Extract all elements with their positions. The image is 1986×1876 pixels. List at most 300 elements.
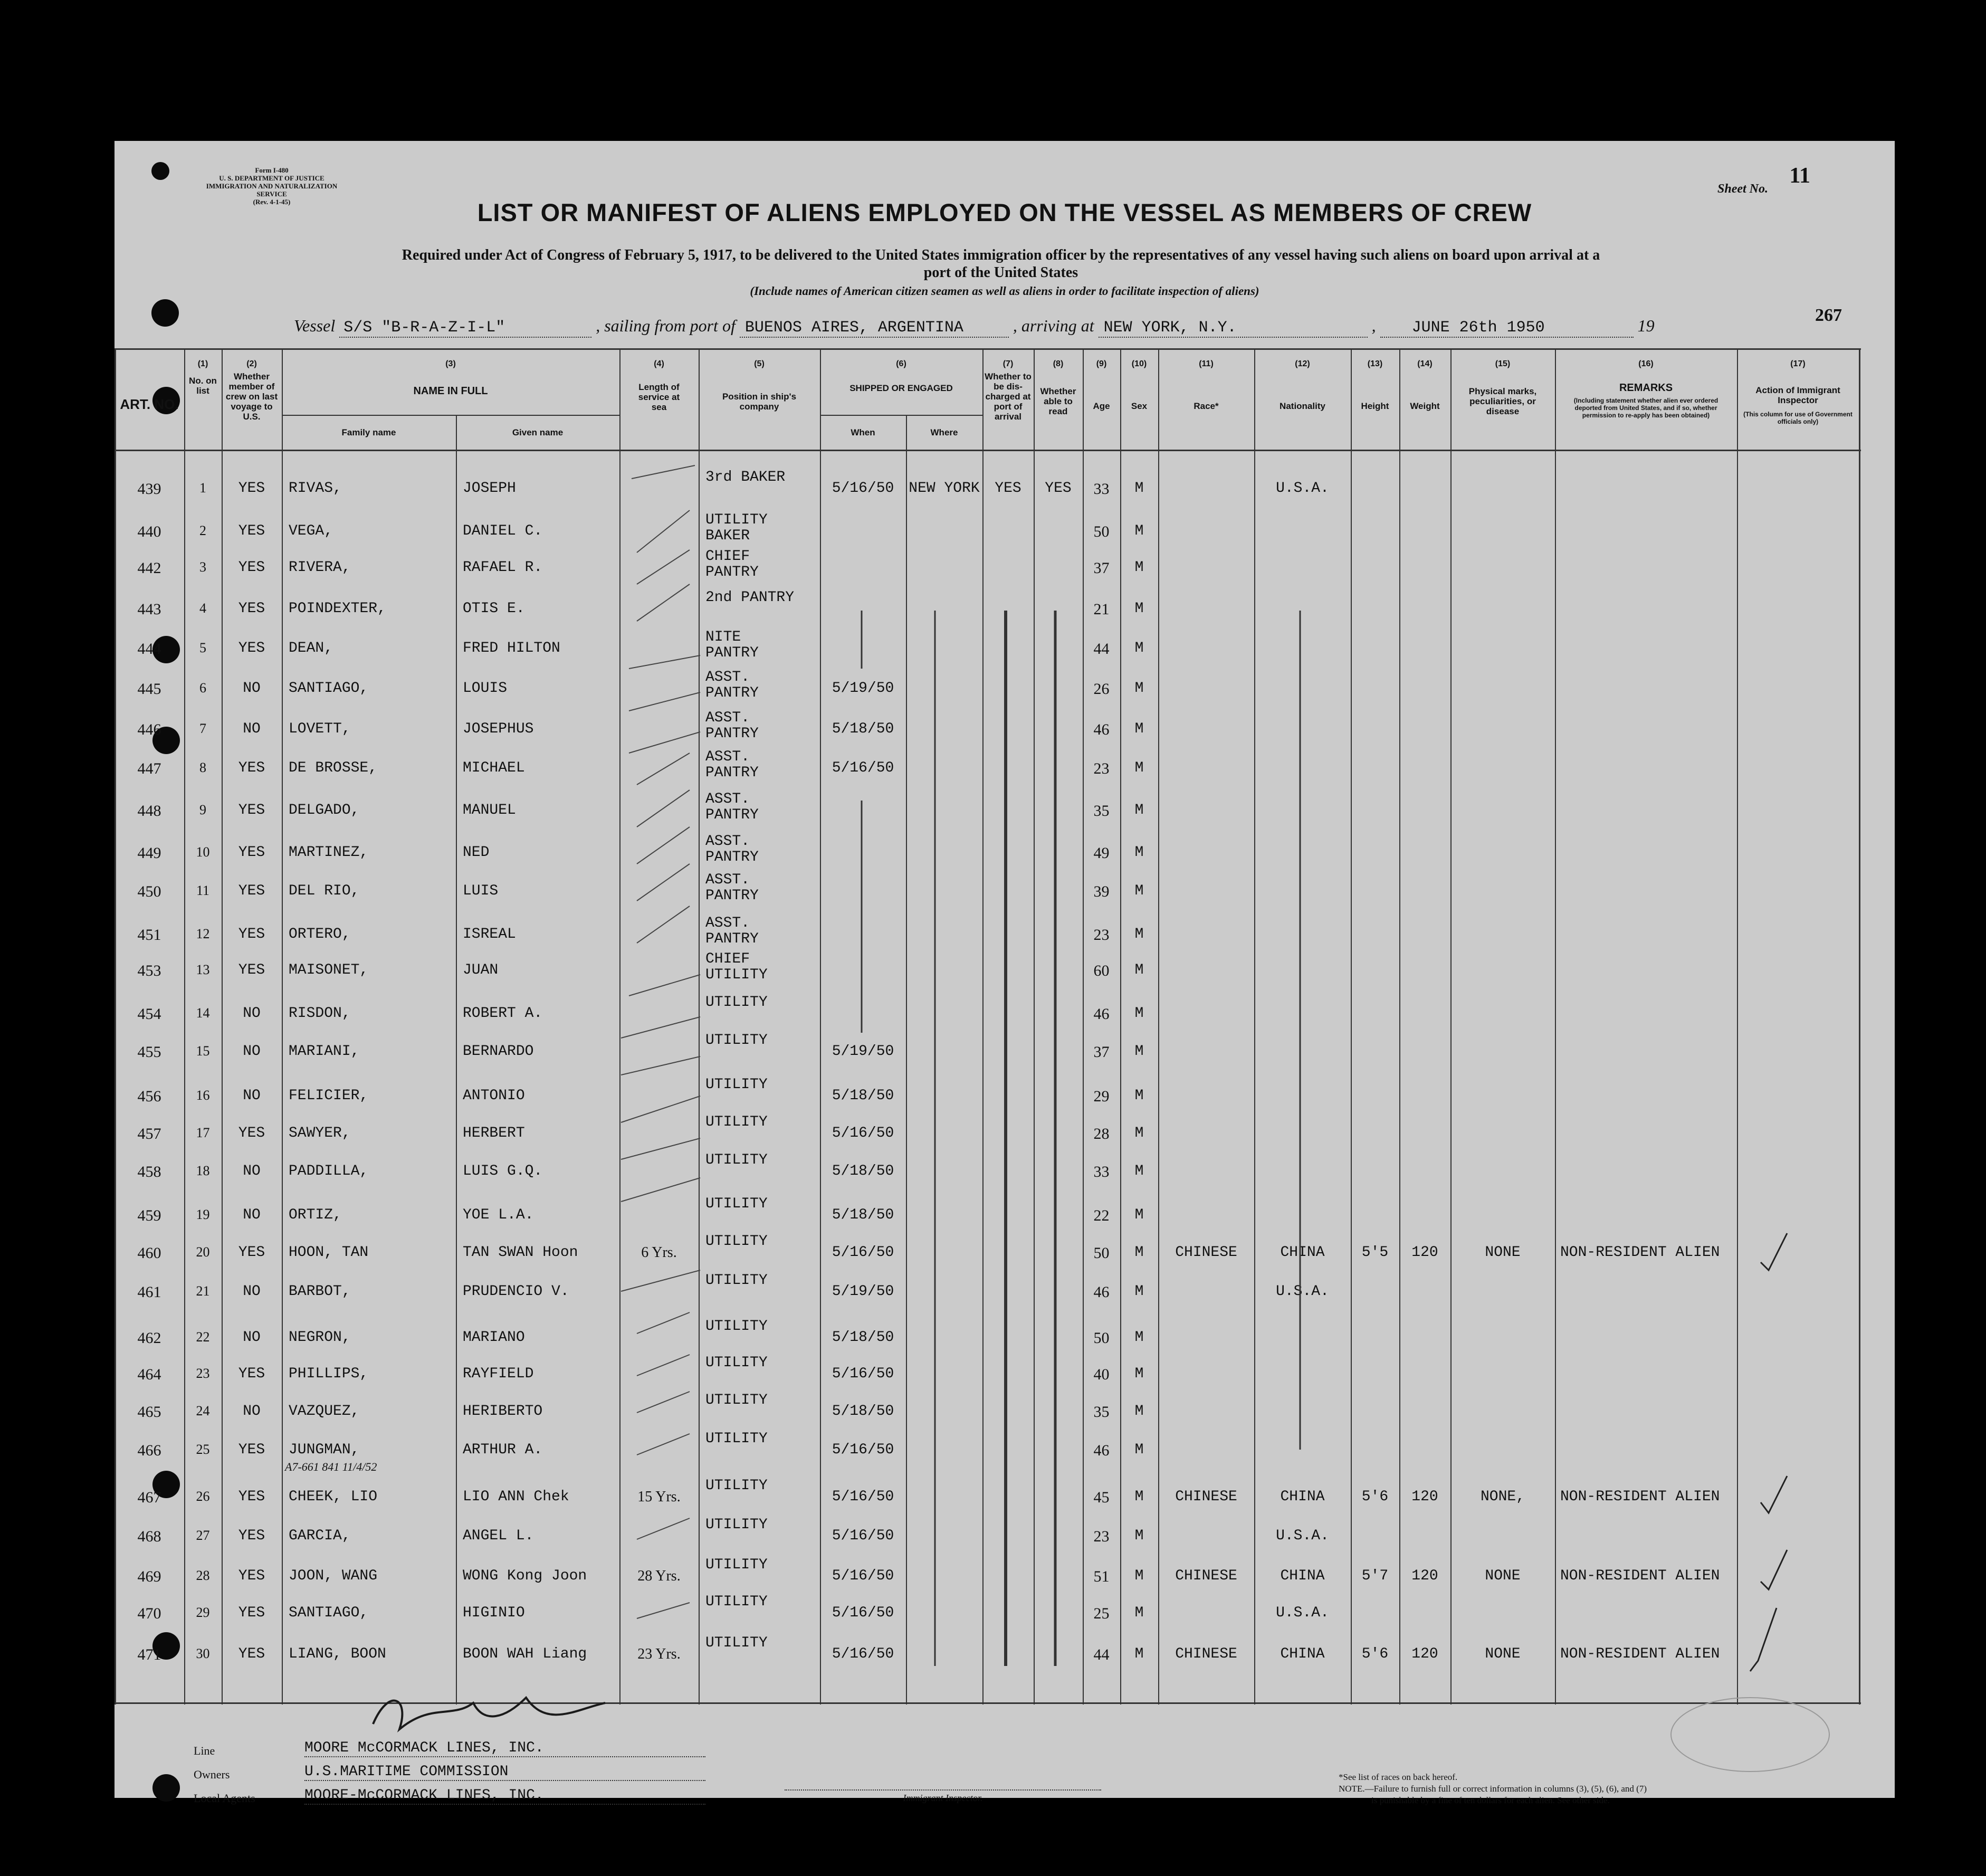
weight-cell: 120 [1411,1489,1438,1505]
given-name-cell: NED [463,844,490,861]
age-cell: 37 [1093,1043,1110,1061]
sex-cell: M [1134,523,1144,539]
race-cell: CHINESE [1175,1646,1237,1662]
previous-voyage-cell: YES [238,1489,265,1505]
previous-voyage-cell: NO [243,1207,261,1223]
service-length-cell: 23 Yrs. [637,1646,681,1662]
list-no-cell: 26 [196,1489,210,1504]
sex-cell: M [1134,1528,1144,1544]
list-no-cell: 25 [196,1442,210,1457]
header-race: Race* [1193,401,1219,411]
header-col15-num: (15) [1495,359,1511,368]
inspector-label: Immigrant Inspector. [903,1793,983,1803]
header-no-on-list: No. on list [189,376,217,396]
position-cell: NITE PANTRY [705,630,759,661]
slash-mark [621,1096,700,1122]
position-cell: ASST. PANTRY [705,792,759,823]
height-cell: 5'5 [1361,1244,1389,1261]
age-cell: 21 [1093,601,1110,618]
slash-mark [637,753,690,785]
given-name-cell: DANIEL C. [463,523,543,539]
previous-voyage-cell: YES [238,1568,265,1584]
previous-voyage-cell: YES [238,926,265,942]
weight-cell: 120 [1411,1244,1438,1261]
age-cell: 35 [1093,1403,1110,1421]
shipped-when-cell: 5/16/50 [832,1244,894,1261]
given-name-cell: TAN SWAN Hoon [463,1244,578,1261]
slash-mark [637,1518,690,1539]
given-name-cell: BOON WAH Liang [463,1646,587,1662]
given-name-cell: LIO ANN Chek [463,1489,569,1505]
header-inspector-action: Action of Immigrant Inspector [1755,385,1840,405]
header-age: Age [1093,401,1110,411]
previous-voyage-cell: YES [238,883,265,899]
shipped-when-cell: 5/18/50 [832,1403,894,1420]
given-name-cell: RAYFIELD [463,1366,534,1382]
given-name-cell: ROBERT A. [463,1005,543,1022]
height-cell: 5'7 [1361,1568,1389,1584]
previous-voyage-cell: YES [238,523,265,539]
header-inspector-note: (This column for use of Government officials only) [1743,411,1853,425]
list-no-cell: 6 [199,680,206,696]
header-remarks: REMARKS [1619,382,1673,394]
list-no-cell: 28 [196,1568,210,1583]
given-name-cell: OTIS E. [463,601,525,617]
age-cell: 25 [1093,1605,1110,1622]
given-name-cell: FRED HILTON [463,640,560,656]
given-name-cell: HERIBERTO [463,1403,543,1420]
given-name-cell: JOSEPHUS [463,721,534,737]
subtitle-line-1: Required under Act of Congress of February 5, 1917, to be delivered to the United States immigration officer by the representatives of any vessel having such aliens on board upon arrival at a [402,247,1600,263]
subtitle-line-2: port of the United States [923,264,1078,281]
position-cell: ASST. PANTRY [705,834,759,865]
family-name-cell: DEL RIO, [289,883,360,899]
given-name-cell: WONG Kong Joon [463,1568,587,1584]
header-col1-num: (1) [197,359,208,368]
position-cell: UTILITY [705,1557,768,1573]
art-no-cell: 446 [137,721,161,738]
family-name-cell: SAWYER, [289,1125,351,1141]
given-name-cell: HERBERT [463,1125,525,1141]
sheet-number: 11 [1789,164,1810,188]
list-no-cell: 13 [196,962,210,977]
sex-cell: M [1134,1329,1144,1346]
age-cell: 46 [1093,1283,1110,1301]
arriving-label: , arriving at [1013,316,1094,335]
slash-mark [637,1434,690,1455]
race-cell: CHINESE [1175,1244,1237,1261]
previous-voyage-cell: YES [238,962,265,978]
previous-voyage-cell: YES [238,844,265,861]
form-id: Form I-480 [255,166,289,174]
slash-mark [629,655,700,669]
shipped-when-cell: 5/18/50 [832,721,894,737]
height-cell: 5'6 [1361,1489,1389,1505]
sex-cell: M [1134,640,1144,656]
previous-voyage-cell: YES [238,1646,265,1662]
sex-cell: M [1134,1043,1144,1060]
age-cell: 46 [1093,1005,1110,1023]
slash-mark [637,1392,690,1413]
footer-note-1: NOTE.—Failure to furnish full or correct information in columns (3), (5), (6), and (7) [1339,1784,1647,1794]
service-slashes [621,465,700,1618]
list-no-cell: 17 [196,1125,210,1140]
faint-stamp [1671,1698,1829,1772]
sex-cell: M [1134,844,1144,861]
previous-voyage-cell: NO [243,1088,261,1104]
age-cell: 45 [1093,1489,1110,1506]
shipped-when-cell: 5/18/50 [832,1088,894,1104]
manifest-document [114,141,1895,1805]
sex-cell: M [1134,1244,1144,1261]
header-able-to-read: Whether able to read [1040,386,1076,416]
art-no-cell: 449 [137,844,161,862]
position-cell: ASST. PANTRY [705,670,759,701]
check-mark [1750,1608,1777,1671]
slash-mark [621,1270,700,1291]
art-no-cell: 461 [137,1283,161,1301]
position-cell: ASST. PANTRY [705,916,759,947]
sex-cell: M [1134,1442,1144,1458]
position-cell: 3rd BAKER [705,470,786,485]
ditto-lines [862,611,1300,1666]
vessel-line: Vessel S/S "B-R-A-Z-I-L" , sailing from port of BUENOS AIRES, ARGENTINA , arriving at NEW YORK, N.Y. , JUNE 26th 1950 19 [294,316,1655,337]
list-no-cell: 11 [196,883,210,898]
sex-cell: M [1134,680,1144,697]
sex-cell: M [1134,1125,1144,1141]
slash-mark [637,864,690,901]
previous-voyage-cell: YES [238,760,265,776]
slash-mark [629,732,700,753]
family-name-cell: FELICIER, [289,1088,369,1104]
art-no-cell: 444 [137,640,161,658]
given-name-cell: PRUDENCIO V. [463,1283,569,1300]
family-name-cell: MAISONET, [289,962,369,978]
footer-note-races: *See list of races on back hereof. [1339,1772,1458,1782]
list-no-cell: 27 [196,1528,210,1543]
position-cell: UTILITY [705,1273,768,1289]
subtitle-instruction: (Include names of American citizen seamen as well as aliens in order to facilitate inspection of aliens) [750,284,1259,298]
able-to-read-cell: YES [1045,480,1072,497]
list-no-cell: 16 [196,1088,210,1103]
art-no-cell: 462 [137,1329,161,1347]
given-name-cell: LUIS G.Q. [463,1163,543,1179]
position-cell: UTILITY [705,1033,768,1049]
sex-cell: M [1134,1005,1144,1022]
family-name-cell: NEGRON, [289,1329,351,1346]
previous-voyage-cell: NO [243,721,261,737]
physical-marks-cell: NONE [1485,1244,1521,1261]
given-name-cell: MICHAEL [463,760,525,776]
family-name-cell: GARCIA, [289,1528,351,1544]
position-cell: UTILITY [705,1196,768,1212]
slash-mark [621,1138,700,1159]
list-no-cell: 24 [196,1403,210,1418]
list-no-cell: 2 [199,523,206,538]
age-cell: 28 [1093,1125,1110,1142]
family-name-cell: DELGADO, [289,802,360,818]
position-cell: UTILITY [705,1431,768,1447]
previous-voyage-cell: NO [243,1043,261,1060]
arrival-date: JUNE 26th 1950 [1380,319,1634,338]
art-no-cell: 440 [137,523,161,540]
nationality-cell: CHINA [1280,1244,1325,1261]
list-no-cell: 3 [199,559,206,575]
slash-mark [621,1178,700,1202]
previous-voyage-cell: YES [238,1366,265,1382]
sex-cell: M [1134,1605,1144,1621]
art-no-cell: 460 [137,1244,161,1262]
given-name-cell: MARIANO [463,1329,525,1346]
header-col6-num: (6) [896,359,906,368]
header-where: Where [930,427,958,437]
nationality-cell: U.S.A. [1276,1283,1329,1300]
header-col14-num: (14) [1417,359,1433,368]
shipped-where-cell: NEW YORK [909,480,980,497]
sex-cell: M [1134,883,1144,899]
previous-voyage-cell: NO [243,1283,261,1300]
age-cell: 51 [1093,1568,1110,1585]
nationality-cell: CHINA [1280,1568,1325,1584]
arrival-port: NEW YORK, N.Y. [1099,319,1368,338]
footer-agents-value: MOORE-McCORMACK LINES, INC. [304,1787,705,1805]
service-length-cell: 15 Yrs. [637,1489,681,1505]
given-name-cell: JUAN [463,962,499,978]
given-name-cell: ANGEL L. [463,1528,534,1544]
slash-mark [632,465,695,479]
vessel-label: Vessel [294,316,336,335]
given-name-cell: LUIS [463,883,499,899]
list-no-cell: 14 [196,1005,210,1021]
header-col7-num: (7) [1002,359,1014,368]
age-cell: 50 [1093,1244,1110,1262]
given-name-cell: HIGINIO [463,1605,525,1621]
slash-mark [637,550,690,584]
shipped-when-cell: 5/19/50 [832,1043,894,1060]
family-name-cell: POINDEXTER, [289,601,386,617]
position-cell: ASST. PANTRY [705,872,759,904]
header-col13-num: (13) [1367,359,1383,368]
list-no-cell: 22 [196,1329,210,1345]
art-no-cell: 465 [137,1403,161,1421]
slash-mark [629,692,700,711]
header-given-name: Given name [512,427,564,437]
list-no-cell: 30 [196,1646,210,1661]
nationality-cell: U.S.A. [1276,1528,1329,1544]
family-name-cell: BARBOT, [289,1283,351,1300]
signature [373,1698,605,1729]
remarks-cell: NON-RESIDENT ALIEN [1560,1244,1720,1261]
check-mark [1761,1233,1787,1270]
shipped-when-cell: 5/16/50 [832,1489,894,1505]
age-cell: 46 [1093,1442,1110,1459]
slash-mark [629,975,700,996]
header-art-no: ART. NO. [120,396,179,412]
age-cell: 44 [1093,640,1110,658]
age-cell: 26 [1093,680,1110,698]
shipped-when-cell: 5/18/50 [832,1329,894,1346]
family-name-cell: DE BROSSE, [289,760,378,776]
header-col12-num: (12) [1295,359,1310,368]
family-name-cell: VEGA, [289,523,333,539]
age-cell: 37 [1093,559,1110,577]
nationality-cell: CHINA [1280,1489,1325,1505]
art-no-cell: 439 [137,480,161,498]
shipped-when-cell: 5/16/50 [832,1442,894,1458]
family-name-cell: ORTERO, [289,926,351,942]
shipped-when-cell: 5/16/50 [832,760,894,776]
art-no-cell: 442 [137,559,161,577]
sheet-label: Sheet No. [1717,182,1768,196]
race-cell: CHINESE [1175,1489,1237,1505]
previous-voyage-cell: YES [238,601,265,617]
art-no-cell: 456 [137,1088,161,1105]
age-cell: 46 [1093,721,1110,738]
art-no-cell: 470 [137,1605,161,1622]
header-col4-num: (4) [654,359,664,368]
previous-voyage-cell: NO [243,680,261,697]
sailing-label: , sailing from port of [596,316,736,335]
sex-cell: M [1134,802,1144,818]
family-name-cell: SANTIAGO, [289,1605,369,1621]
family-name-cell: MARTINEZ, [289,844,369,861]
position-cell: UTILITY [705,1478,768,1494]
art-no-cell: 467 [137,1489,161,1506]
art-no-cell: 450 [137,883,161,900]
position-cell: 2nd PANTRY [705,590,795,606]
list-no-cell: 23 [196,1366,210,1381]
document-title: LIST OR MANIFEST OF ALIENS EMPLOYED ON THE VESSEL AS MEMBERS OF CREW [477,198,1532,226]
slash-mark [637,790,690,827]
slash-mark [637,1603,690,1618]
list-no-cell: 29 [196,1605,210,1620]
family-name-cell: LIANG, BOON [289,1646,386,1662]
sex-cell: M [1134,1366,1144,1382]
given-name-cell: ARTHUR A. [463,1442,543,1458]
position-cell: CHIEF UTILITY [705,951,768,983]
list-no-cell: 5 [199,640,206,655]
list-no-cell: 12 [196,926,210,941]
family-name-cell: RIVAS, [289,480,342,497]
header-length-service: Length of service at sea [638,382,680,412]
age-cell: 49 [1093,844,1110,862]
previous-voyage-cell: NO [243,1403,261,1420]
shipped-when-cell: 5/16/50 [832,1366,894,1382]
list-no-cell: 4 [199,601,206,616]
sex-cell: M [1134,1207,1144,1223]
page-number: 267 [1815,306,1842,325]
sex-cell: M [1134,1163,1144,1179]
previous-voyage-cell: YES [238,559,265,576]
art-no-cell: 451 [137,926,161,944]
previous-voyage-cell: YES [238,1125,265,1141]
inspector-checkmarks [1750,1233,1787,1671]
art-no-cell: 458 [137,1163,161,1180]
position-cell: UTILITY [705,1153,768,1168]
family-name-cell: JUNGMAN, [289,1442,360,1458]
previous-voyage-cell: YES [238,1244,265,1261]
header-discharged: Whether to be dis-charged at port of arrival [985,372,1032,422]
shipped-when-cell: 5/16/50 [832,480,894,497]
family-name-cell: HOON, TAN [289,1244,369,1261]
weight-cell: 120 [1411,1646,1438,1662]
sex-cell: M [1134,480,1144,497]
position-cell: UTILITY [705,1594,768,1610]
header-col5-num: (5) [754,359,765,368]
footer-owners-label: Owners [194,1768,230,1781]
sex-cell: M [1134,721,1144,737]
family-name-cell: SANTIAGO, [289,680,369,697]
sex-cell: M [1134,1088,1144,1104]
sex-cell: M [1134,962,1144,978]
given-name-cell: MANUEL [463,802,516,818]
sex-cell: M [1134,1403,1144,1420]
service-length-cell: 6 Yrs. [641,1244,677,1261]
header-previous-voyage: Whether member of crew on last voyage to U.S. [225,372,278,422]
age-cell: 35 [1093,802,1110,820]
slash-mark [637,584,690,621]
departure-port: BUENOS AIRES, ARGENTINA [740,319,1009,338]
physical-marks-cell: NONE [1485,1646,1521,1662]
age-cell: 40 [1093,1366,1110,1383]
header-col2-num: (2) [246,359,257,368]
shipped-when-cell: 5/16/50 [832,1646,894,1662]
family-name-cell: PADDILLA, [289,1163,369,1179]
art-no-cell: 443 [137,601,161,618]
shipped-when-cell: 5/19/50 [832,680,894,697]
previous-voyage-cell: YES [238,802,265,818]
age-cell: 29 [1093,1088,1110,1105]
previous-voyage-cell: YES [238,480,265,497]
discharged-cell: YES [995,480,1021,497]
shipped-when-cell: 5/18/50 [832,1163,894,1179]
header-when: When [851,427,875,437]
age-cell: 33 [1093,1163,1110,1180]
shipped-when-cell: 5/16/50 [832,1568,894,1584]
family-name-cell: RIVERA, [289,559,351,576]
family-name-cell: ORTIZ, [289,1207,342,1223]
position-cell: UTILITY [705,1355,768,1371]
age-cell: 23 [1093,926,1110,944]
list-no-cell: 15 [196,1043,210,1059]
header-weight: Weight [1410,401,1440,411]
header-col8-num: (8) [1053,359,1064,368]
form-revision: (Rev. 4-1-45) [253,198,291,206]
remarks-cell: NON-RESIDENT ALIEN [1560,1489,1720,1505]
age-cell: 60 [1093,962,1110,979]
position-cell: ASST. PANTRY [705,749,759,781]
footer-agents-label: Local Agents [194,1792,255,1805]
vessel-name: S/S "B-R-A-Z-I-L" [339,319,591,338]
slash-mark [621,1017,700,1038]
footer-owners-value: U.S.MARITIME COMMISSION [304,1764,705,1781]
header-shipped-engaged: SHIPPED OR ENGAGED [849,383,953,393]
race-cell: CHINESE [1175,1568,1237,1584]
family-name-cell: CHEEK, LIO [289,1489,378,1505]
form-service: IMMIGRATION AND NATURALIZATION SERVICE [206,182,338,198]
art-no-cell: 455 [137,1043,161,1061]
remarks-cell: NON-RESIDENT ALIEN [1560,1646,1720,1662]
list-no-cell: 18 [196,1163,210,1178]
nationality-cell: U.S.A. [1276,480,1329,497]
position-cell: CHIEF PANTRY [705,549,759,580]
header-remarks-note: (Including statement whether alien ever ordered deported from United States, and if so, whether permission to re-apply has been obtained) [1573,397,1718,419]
check-mark [1761,1550,1787,1589]
shipped-when-cell: 5/19/50 [832,1283,894,1300]
physical-marks-cell: NONE, [1480,1489,1525,1505]
slash-mark [637,1355,690,1376]
slash-mark [637,827,690,864]
